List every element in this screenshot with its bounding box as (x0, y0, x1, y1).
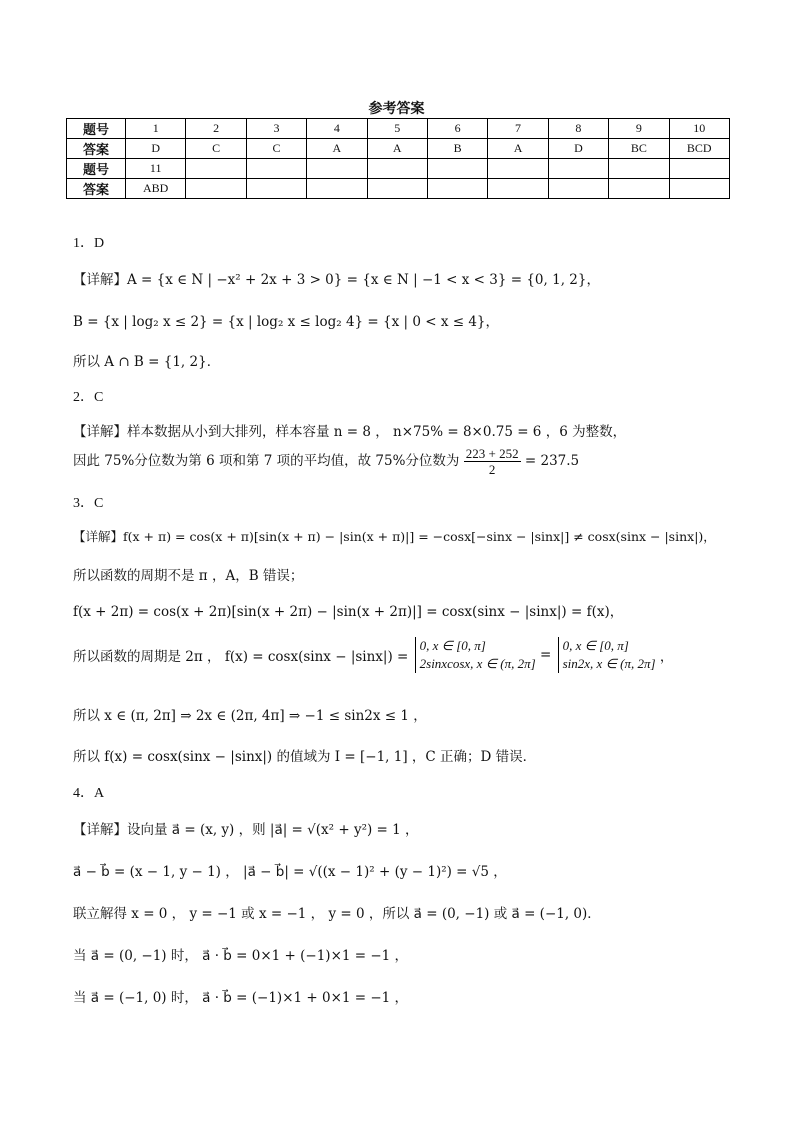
table-cell (367, 159, 427, 179)
table-cell (548, 159, 608, 179)
table-cell: 8 (548, 119, 608, 139)
table-cell: 11 (126, 159, 186, 179)
q4-line-4: 当 a⃗ = (0, −1) 时， a⃗ · b⃗ = 0×1 + (−1)×1 = −1 ， (73, 948, 409, 964)
table-cell (186, 179, 246, 199)
table-cell (307, 179, 367, 199)
row-header: 题号 (67, 119, 126, 139)
table-row-answers-2 (67, 179, 730, 199)
row-header: 答案 (67, 139, 126, 159)
table-cell: BCD (669, 139, 729, 159)
q3-piecewise-2 (558, 637, 656, 673)
table-cell: A (367, 139, 427, 159)
table-cell: 1 (126, 119, 186, 139)
q2-title: 2．C (73, 390, 104, 405)
q3-title: 3．C (73, 496, 104, 511)
piecewise-case: sin2x, x ∈ (π, 2π] (562, 656, 656, 671)
row-header: 答案 (67, 179, 126, 199)
fraction-numerator: 223 + 252 (465, 446, 519, 461)
q2-line-2-result: = 237.5 (524, 453, 580, 469)
q3-line-3: f(x + 2π) = cos(x + 2π)[sin(x + 2π) − |sin(x + 2π)|] = cosx(sinx − |sinx|) = f(x)， (73, 604, 624, 620)
q1-title: 1．D (73, 236, 105, 251)
comma: ， (659, 649, 674, 665)
table-row-answers-1 (67, 139, 730, 159)
table-cell (488, 159, 548, 179)
table-cell: D (126, 139, 186, 159)
q4-line-3: 联立解得 x = 0 ， y = −1 或 x = −1 ， y = 0 ，所以 a⃗ = (0, −1) 或 a⃗ = (−1, 0)． (73, 906, 601, 922)
q3-line-4 (73, 637, 673, 673)
table-cell: A (307, 139, 367, 159)
table-cell (427, 179, 487, 199)
table-cell (246, 159, 306, 179)
piecewise-case: 0, x ∈ [0, π] (562, 638, 629, 653)
piecewise-case: 2sinxcosx, x ∈ (π, 2π] (419, 656, 536, 671)
table-cell: B (427, 139, 487, 159)
table-cell (186, 159, 246, 179)
q1-line-2: B = {x | log₂ x ≤ 2} = {x | log₂ x ≤ log₂ 4} = {x | 0 < x ≤ 4}， (73, 314, 500, 330)
q3-line-1: 【详解】f(x + π) = cos(x + π)[sin(x + π) − |sin(x + π)|] = −cosx[−sinx − |sinx|] ≠ cosx(sinx − |sinx|)， (73, 529, 716, 544)
answer-table-title: 参考答案 (368, 101, 425, 117)
table-cell: 5 (367, 119, 427, 139)
table-cell: 7 (488, 119, 548, 139)
table-cell (609, 179, 669, 199)
table-cell: 4 (307, 119, 367, 139)
table-cell (488, 179, 548, 199)
table-cell: D (548, 139, 608, 159)
q4-line-2: a⃗ − b⃗ = (x − 1, y − 1) ， |a⃗ − b⃗| = √((x − 1)² + (y − 1)²) = √5 ， (73, 864, 507, 880)
q2-line-1: 【详解】样本数据从小到大排列，样本容量 n = 8 ， n×75% = 8×0.75 = 6 ，6 为整数， (73, 424, 627, 440)
q3-piecewise-1 (415, 637, 536, 673)
table-cell (669, 159, 729, 179)
table-cell (548, 179, 608, 199)
table-cell: C (186, 139, 246, 159)
q3-line-2: 所以函数的周期不是 π ，A，B 错误； (73, 568, 304, 584)
table-row-numbers-1 (67, 119, 730, 139)
fraction-denominator: 2 (488, 462, 496, 477)
table-cell: 3 (246, 119, 306, 139)
q4-line-5: 当 a⃗ = (−1, 0) 时， a⃗ · b⃗ = (−1)×1 + 0×1 = −1 ， (73, 990, 409, 1006)
q3-line-5: 所以 x ∈ (π, 2π] ⇒ 2x ∈ (2π, 4π] ⇒ −1 ≤ sin2x ≤ 1 ， (73, 708, 427, 724)
table-cell: C (246, 139, 306, 159)
q1-line-1: 【详解】A = {x ∈ N | −x² + 2x + 3 > 0} = {x ∈ N | −1 < x < 3} = {0, 1, 2}， (73, 272, 600, 288)
q2-line-2-text: 因此 75%分位数为第 6 项和第 7 项的平均值，故 75%分位数为 (73, 453, 460, 469)
q2-line-2 (73, 446, 579, 477)
piecewise-case: 0, x ∈ [0, π] (419, 638, 486, 653)
q4-title: 4．A (73, 786, 105, 801)
table-cell (367, 179, 427, 199)
equals-sign: = (540, 647, 552, 663)
table-cell: 10 (669, 119, 729, 139)
table-cell: 2 (186, 119, 246, 139)
table-cell (609, 159, 669, 179)
q3-line-6: 所以 f(x) = cosx(sinx − |sinx|) 的值域为 I = [−1, 1] ，C 正确；D 错误． (73, 749, 537, 765)
table-cell: A (488, 139, 548, 159)
table-cell: 6 (427, 119, 487, 139)
q4-line-1: 【详解】设向量 a⃗ = (x, y) ，则 |a⃗| = √(x² + y²) = 1 ， (73, 822, 419, 838)
table-cell (307, 159, 367, 179)
row-header: 题号 (67, 159, 126, 179)
table-cell (427, 159, 487, 179)
table-row-numbers-2 (67, 159, 730, 179)
table-cell (246, 179, 306, 199)
q1-line-3: 所以 A ∩ B = {1, 2}． (73, 354, 221, 370)
q2-fraction (464, 446, 521, 477)
table-cell: 9 (609, 119, 669, 139)
table-cell (669, 179, 729, 199)
q3-line-4-text: 所以函数的周期是 2π ， f(x) = cosx(sinx − |sinx|) = (73, 649, 409, 665)
table-cell: ABD (126, 179, 186, 199)
table-cell: BC (609, 139, 669, 159)
answer-table (66, 118, 730, 199)
